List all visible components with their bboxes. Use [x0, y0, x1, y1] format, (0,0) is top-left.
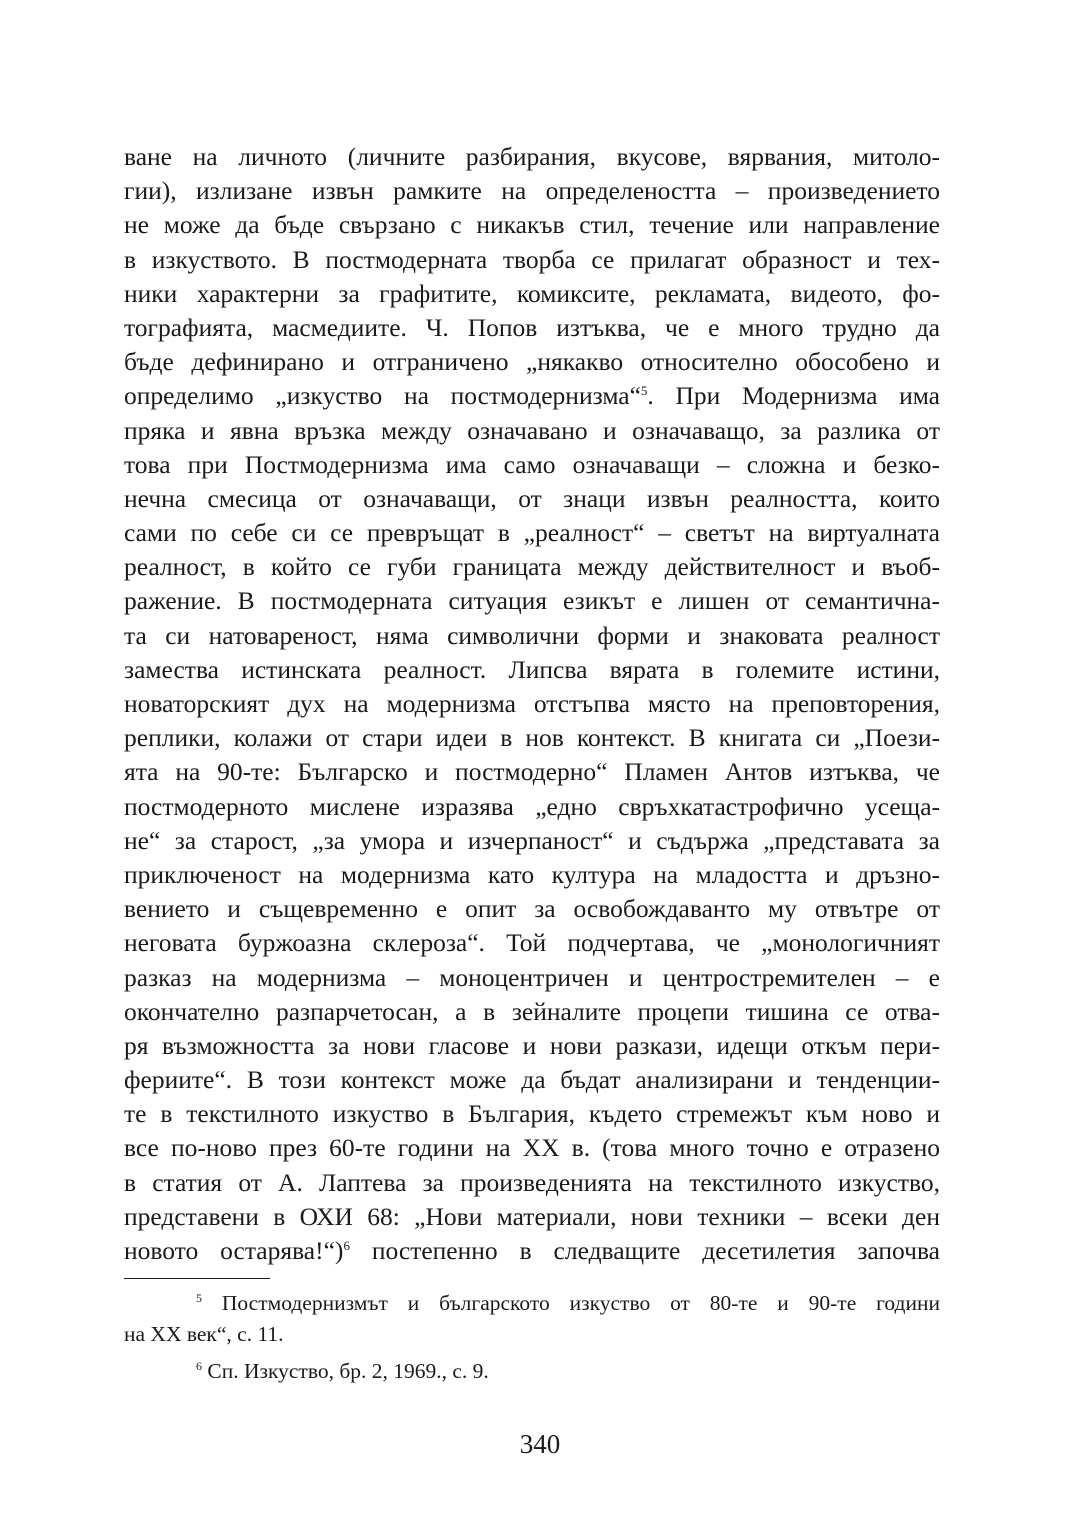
- text-line: все по-ново през 60-те години на ХХ в. (това много точно е отразено: [124, 1133, 940, 1163]
- text-line: замества истинската реалност. Липсва вярата в големите истини,: [124, 654, 940, 684]
- text-line: фериите“. В този контекст може да бъдат анализирани и тенденции-: [124, 1065, 940, 1095]
- text-line: това при Постмодернизма има само означаващи – сложна и безко-: [124, 449, 940, 479]
- text-line: постмодерното мислене изразява „едно свръхкатастрофично усеща-: [124, 791, 940, 821]
- text-line: сами по себе си се превръщат в „реалност“ – светът на виртуалната: [124, 518, 940, 548]
- text-segment: . При Модернизма има: [647, 381, 941, 411]
- text-line: те в текстилното изкуство в България, където стремежът към ново и: [124, 1099, 940, 1129]
- text-segment: новото остарява!“): [124, 1236, 344, 1265]
- footnote-5: [124, 1288, 940, 1319]
- footnotes: [124, 1288, 940, 1387]
- text-segment: постепенно в следващите десетилетия започва: [349, 1236, 940, 1265]
- text-line-with-footnote-5: [124, 379, 940, 413]
- text-line: пряка и явна връзка между означавано и означаващо, за разлика от: [124, 415, 940, 445]
- text-line: ники характерни за графитите, комиксите, рекламата, видеото, фо-: [124, 278, 940, 308]
- footnote-number: 5: [196, 1291, 202, 1305]
- text-line: та си натовареност, няма символични форми и знаковата реалност: [124, 620, 940, 650]
- text-line: окончателно разпарчетосан, а в зейналите процепи тишина се отва-: [124, 996, 940, 1026]
- text-line: вението и същевременно е опит за освобождаванто му отвътре от: [124, 894, 940, 924]
- footnote-number: 6: [196, 1359, 202, 1373]
- text-line: не може да бъде свързано с никакъв стил, течение или направление: [124, 210, 940, 240]
- footnote-6: [124, 1356, 940, 1387]
- text-line: ята на 90-те: Българско и постмодерно“ Пламен Антов изтъква, че: [124, 757, 940, 787]
- text-line-with-footnote-6: [124, 1234, 940, 1268]
- text-line: гии), излизане извън рамките на определеността – произведението: [124, 176, 940, 206]
- text-line: в изкуството. В постмодерната творба се прилагат образност и тех-: [124, 244, 940, 274]
- text-line: бъде дефинирано и отграничено „някакво относително обособено и: [124, 347, 940, 377]
- footnote-ref-6[interactable]: 6: [343, 1238, 350, 1253]
- footnote-text: Сп. Изкуство, бр. 2, 1969., с. 9.: [202, 1359, 489, 1383]
- text-line: реплики, колажи от стари идеи в нов контекст. В книгата си „Поези-: [124, 723, 940, 753]
- footnote-separator: [124, 1278, 270, 1279]
- text-line: тографията, масмедиите. Ч. Попов изтъква, че е много трудно да: [124, 312, 940, 342]
- text-segment: определимо „изкуство на постмодернизма“: [124, 381, 641, 411]
- text-line: неговата буржоазна склероза“. Той подчертава, че „монологичният: [124, 928, 940, 958]
- page-number: 340: [519, 1429, 561, 1459]
- text-line: нечна смесица от означаващи, от знаци извън реалността, които: [124, 483, 940, 513]
- body-text: [124, 140, 940, 1268]
- text-line: представени в ОХИ 68: „Нови материали, нови техники – всеки ден: [124, 1201, 940, 1231]
- text-line: не“ за старост, „за умора и изчерпаност“ и съдържа „представата за: [124, 825, 940, 855]
- text-line: ря възможността за нови гласове и нови разкази, идещи откъм пери-: [124, 1030, 940, 1060]
- text-line: реалност, в който се губи границата между действителност и въоб-: [124, 552, 940, 582]
- text-line: новаторският дух на модернизма отстъпва място на преповторения,: [124, 689, 940, 718]
- text-line: в статия от А. Лаптева за произведенията на текстилното изкуство,: [124, 1167, 940, 1197]
- footnote-ref-5[interactable]: 5: [640, 383, 648, 399]
- footnote-5-continuation: на ХХ век“, с. 11.: [124, 1322, 284, 1346]
- text-line: приключеност на модернизма като култура на младостта и дръзно-: [124, 859, 940, 889]
- text-line: ражение. В постмодерната ситуация езикът е лишен от семантична-: [124, 586, 940, 616]
- footnote-text: Постмодернизмът и българското изкуство от 80-те и 90-те години: [202, 1291, 940, 1315]
- text-line: разказ на модернизма – моноцентричен и центростремителен – е: [124, 962, 940, 992]
- text-line: ване на личното (личните разбирания, вкусове, вярвания, митоло-: [124, 142, 940, 171]
